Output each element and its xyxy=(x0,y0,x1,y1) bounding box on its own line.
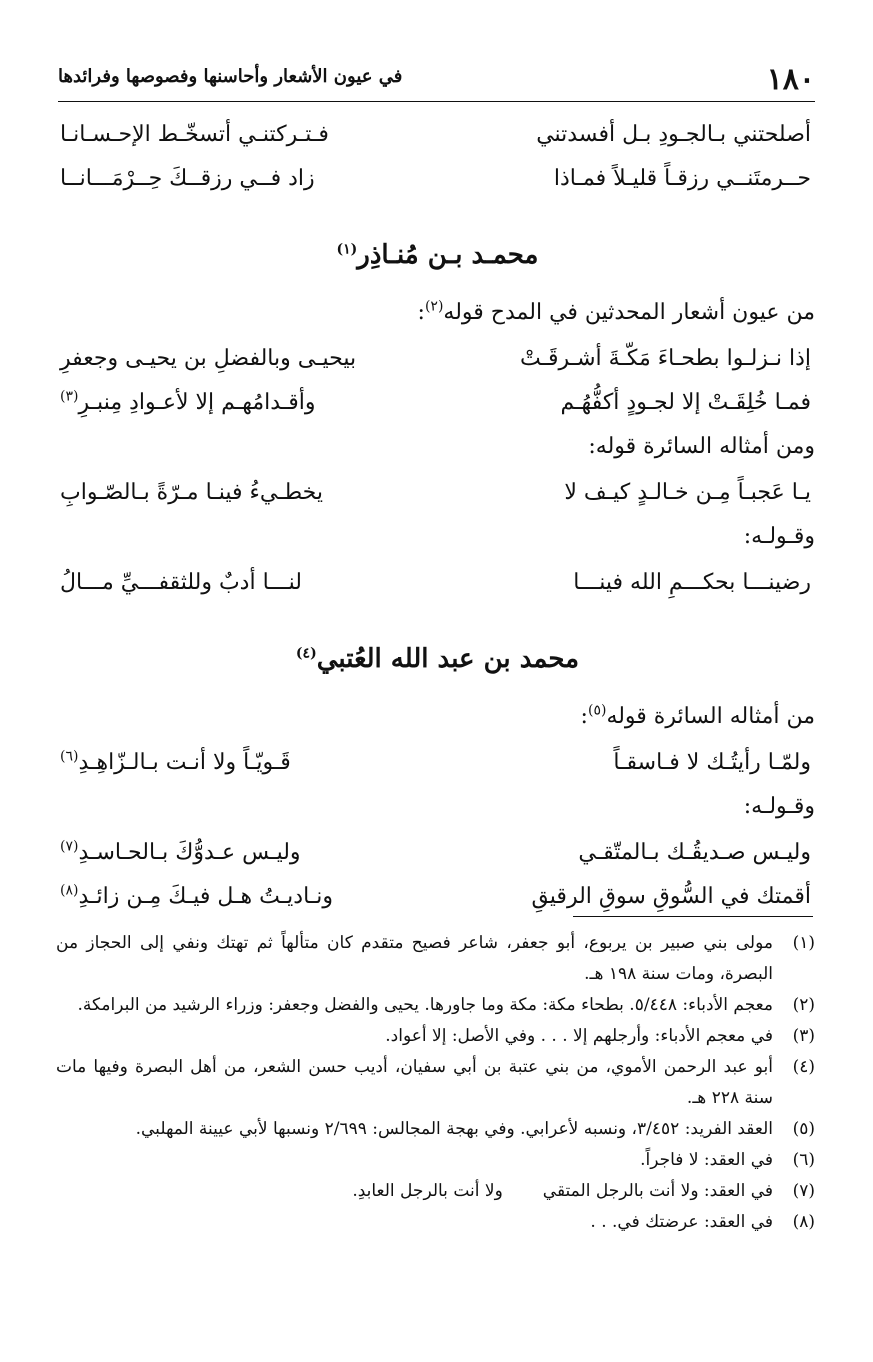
footnote-number: (٦) xyxy=(792,1150,815,1170)
verse-first-hemistich: فمـا خُلِقَـتْ إلا لجـودٍ أكفُّهُـم xyxy=(560,389,811,415)
verse-first-hemistich: ولمّـا رأيتُـك لا فـاسقـاً xyxy=(613,749,811,775)
verse-second-hemistich: زاد فــي رزقــكَ حِــرْمَـــانــا xyxy=(60,165,315,191)
hemistich-text: ونـاديـتُ هـل فيـكَ مِـن زائـدِ xyxy=(78,883,333,909)
footnotes xyxy=(56,928,815,1238)
verse-line xyxy=(60,470,815,514)
verse-line xyxy=(60,112,815,156)
footnote-number: (٤) xyxy=(792,1057,815,1077)
intro-text: من أمثاله السائرة قوله xyxy=(606,704,815,729)
verse-first-hemistich: أصلحتني بـالجـودِ بـل أفسدتني xyxy=(536,121,811,147)
footnote-text: في معجم الأدباء: وأرجلهم إلا . . . وفي الأصل: إلا أعواد. xyxy=(385,1026,773,1046)
verse-line xyxy=(60,560,815,604)
footnote xyxy=(56,1021,815,1052)
footnote-text: مولى بني صبير بن يربوع، أبو جعفر، شاعر فصيح متقدم كان متألهاً ثم تهتك ونفي إلى الحجاز من البصرة، ومات سنة ١٩٨ هـ. xyxy=(56,933,773,984)
footnote-number: (١) xyxy=(792,933,815,953)
verse-line xyxy=(60,336,815,380)
footnote-number: (٣) xyxy=(792,1026,815,1046)
verse-second-hemistich: يخطـيءُ فينـا مـرّةً بـالصّـوابِ xyxy=(60,479,324,505)
footnote-ref: (٨) xyxy=(60,882,79,899)
footnote xyxy=(56,1114,815,1145)
footnote-text: في العقد: عرضتك في. . . xyxy=(590,1212,773,1232)
footnote-ref: (١) xyxy=(336,241,358,258)
verse-second-hemistich: فـتـركتنـي أتسخّـط الإحـسـانـا xyxy=(60,121,329,147)
footnote-ref: (٥) xyxy=(587,702,607,719)
footnote-text: في العقد: لا فاجراً. xyxy=(640,1150,773,1170)
footnote xyxy=(56,990,815,1021)
hemistich-text: بيحيـى وبالفضلِ بن يحيـى وجعفرِ xyxy=(60,345,357,371)
and-his-saying: وقـولـه: xyxy=(743,794,815,819)
hemistich-text: وليـس عـدوُّكَ بـالحـاسـدِ xyxy=(78,839,301,865)
section-heading-text: محمـد بـن مُنـاذِر xyxy=(357,240,539,270)
footnote-text-second-hemistich: ولا أنت بالرجل العابدِ. xyxy=(352,1181,503,1201)
footnote xyxy=(56,1207,815,1238)
footnote xyxy=(56,1176,815,1207)
verse-second-hemistich: لنـــا أدبٌ وللثقفـــيِّ مـــالُ xyxy=(60,569,302,595)
footnote-ref: (٦) xyxy=(60,748,79,765)
hemistich-text: قَـويّـاً ولا أنـت بـالـزّاهِـدِ xyxy=(78,749,291,775)
footnote-number: (٢) xyxy=(792,995,815,1015)
section-heading xyxy=(60,220,815,290)
verse-line xyxy=(60,380,815,424)
section-heading-text: محمد بن عبد الله العُتبي xyxy=(316,644,580,674)
verse-line xyxy=(60,740,815,784)
footnote-ref: (٧) xyxy=(60,838,79,855)
verse-first-hemistich: حــرمتَنــي رزقـاً قليـلاً فمـاذا xyxy=(553,165,811,191)
footnote-ref: (٢) xyxy=(424,298,444,315)
verse-line xyxy=(60,156,815,200)
footnote xyxy=(56,1052,815,1114)
header-divider xyxy=(58,101,815,102)
footnote xyxy=(56,1145,815,1176)
intro-text: من عيون أشعار المحدثين في المدح قوله xyxy=(443,300,815,325)
footnote-number: (٨) xyxy=(792,1212,815,1232)
footnote-ref: (٣) xyxy=(60,388,79,405)
verse-second-hemistich xyxy=(60,840,438,865)
verse-first-hemistich: رضينـــا بحكـــمِ الله فينـــا xyxy=(573,569,811,595)
verse-line xyxy=(60,874,815,918)
hemistich-text: وأقـدامُهـم إلا لأعـوادِ مِنبـرِ xyxy=(78,389,316,415)
main-text xyxy=(60,112,815,918)
intro-colon: : xyxy=(417,300,425,325)
footnote-divider xyxy=(573,916,813,917)
page-header xyxy=(58,62,815,102)
footnote-text: معجم الأدباء: ٥/٤٤٨. بطحاء مكة: مكة وما جاورها. يحيى والفضل وجعفر: وزراء الرشيد من البرامكة. xyxy=(77,995,773,1015)
intro-line xyxy=(60,290,815,336)
verse-first-hemistich: يـا عَجبـاً مِـن خـالـدٍ كيـف لا xyxy=(564,479,811,505)
footnote xyxy=(56,928,815,990)
running-title: في عيون الأشعار وأحاسنها وفصوصها وفرائدها xyxy=(58,66,403,87)
footnote-text: في العقد: ولا أنت بالرجل المتقي xyxy=(542,1181,773,1201)
footnote-text: العقد الفريد: ٣/٤٥٢، ونسبه لأعرابي. وفي بهجة المجالس: ٢/٦٩٩ ونسبها لأبي عيينة المهلبي. xyxy=(135,1119,773,1139)
footnote-text: أبو عبد الرحمن الأموي، من بني عتبة بن أبي سفيان، أديب حسن الشعر، من أهل البصرة وفيها مات سنة ٢٢٨ هـ. xyxy=(56,1057,773,1108)
page-number: ١٨٠ xyxy=(766,62,815,97)
verse-line xyxy=(60,830,815,874)
verse-second-hemistich xyxy=(60,750,438,775)
footnote-ref: (٤) xyxy=(295,645,317,662)
verse-second-hemistich xyxy=(60,884,438,909)
footnote-number: (٧) xyxy=(792,1181,815,1201)
verse-first-hemistich: أقمتك في السُّوقِ سوقِ الرقيقِ xyxy=(531,883,811,909)
verse-second-hemistich xyxy=(60,346,438,371)
footnote-number: (٥) xyxy=(792,1119,815,1139)
section-heading xyxy=(60,624,815,694)
and-his-saying: وقـولـه: xyxy=(743,524,815,549)
verse-first-hemistich: إذا نـزلـوا بطحـاءَ مَكّـةَ أشـرقَـتْ xyxy=(519,345,811,371)
footnote-text-group xyxy=(56,1176,773,1207)
intro-line xyxy=(60,694,815,740)
verse-second-hemistich xyxy=(60,390,438,415)
proverbs-label: ومن أمثاله السائرة قوله: xyxy=(588,434,815,459)
verse-first-hemistich: وليـس صـديقُـك بـالمتّقـي xyxy=(578,839,811,865)
intro-colon: : xyxy=(580,704,588,729)
